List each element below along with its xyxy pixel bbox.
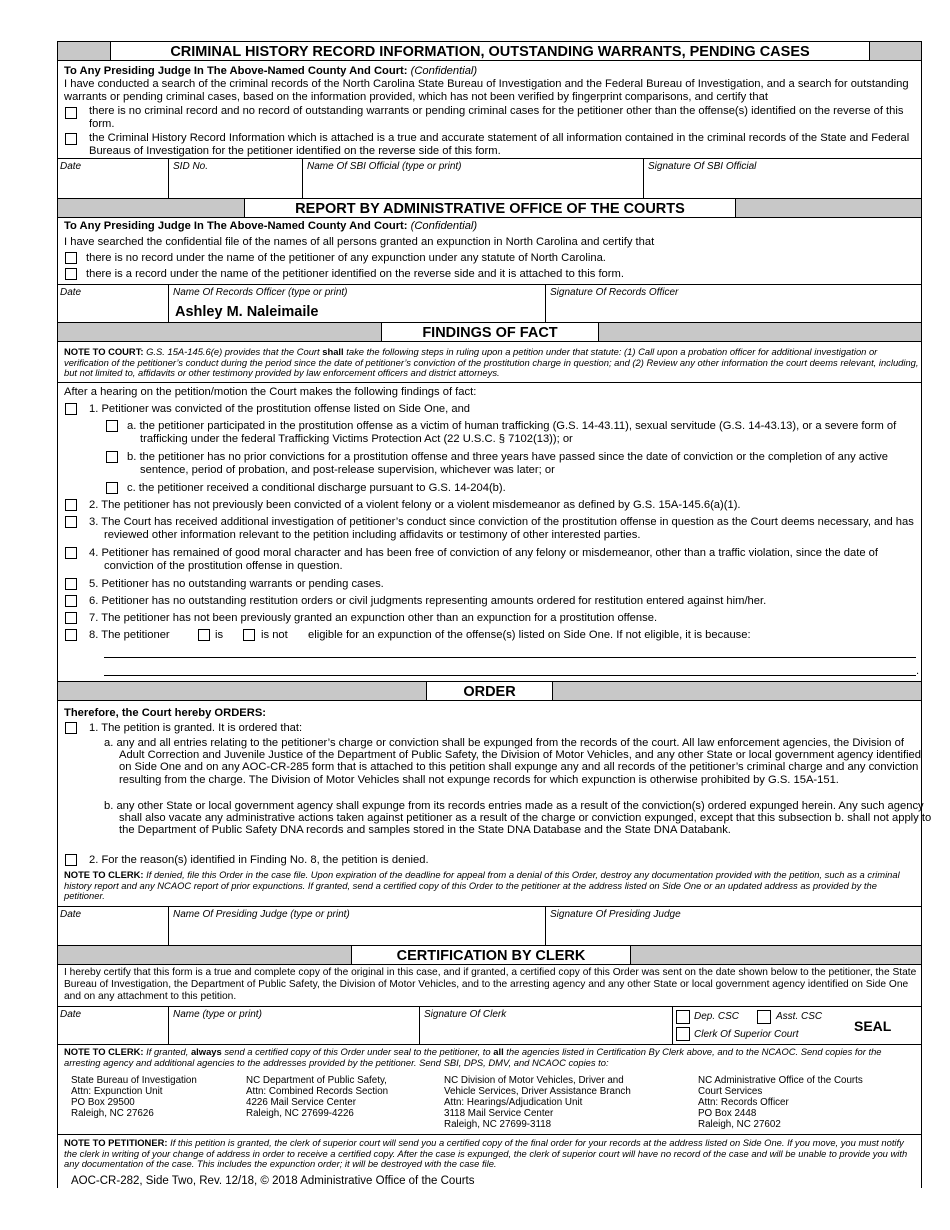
- reason-line-2[interactable]: [104, 675, 916, 676]
- asst-csc-checkbox[interactable]: [757, 1010, 771, 1024]
- divider: [57, 1134, 922, 1135]
- order-1-checkbox[interactable]: [65, 722, 77, 734]
- order-1a: a. any and all entries relating to the petitioner’s charge or conviction shall be expunged from the records of the court. All law enforcement agencies, the Division of Adult Correction and Juvenile Justice of the Department of Public Safety, the Division of Motor Vehicles, and any other State or local government agency identified on Side One and on any AOC-CR-285 form that is attached to this petition shall expunge any and all records of the petitioner’s criminal charge and any conviction resulting from the charge. The Division of Motor Vehicles shall not expunge records for which expunction is otherwise prohibited by G.S. 15A-151.: [104, 737, 922, 786]
- divider: [57, 906, 922, 907]
- divider: [57, 158, 922, 159]
- section-header-order: [57, 681, 922, 701]
- no-record-option: there is no criminal record and no record of outstanding warrants or pending criminal cases for the petitioner other than the offense(s) identified on the reverse of this form.: [89, 105, 904, 130]
- eligible-is-label: is: [215, 629, 224, 641]
- chri-attached-option: the Criminal History Record Information which is attached is a true and accurate statement of all information contained in the criminal records of the State and Federal Bureaus of Investigation for the petitioner identified on the reverse side of this form.: [89, 132, 910, 157]
- eligible-is-checkbox[interactable]: [198, 629, 210, 641]
- address-ncaoc: NC Administrative Office of the Courts Court Services Attn: Records Officer PO Box 2448 Raleigh, NC 27602: [698, 1075, 863, 1130]
- divider: [419, 1006, 420, 1044]
- finding-3: 3. The Court has received additional investigation of petitioner’s conduct since conviction of the prostitution offense in question as the Court deems necessary, and has reviewed other information relevant to the petition including affidavits or testimony of other interested parties.: [89, 516, 914, 541]
- date-label: Date: [60, 909, 82, 920]
- divider: [168, 1006, 169, 1044]
- divider: [168, 284, 169, 322]
- finding-5-checkbox[interactable]: [65, 578, 77, 590]
- divider: [302, 158, 303, 198]
- divider: [545, 906, 546, 945]
- finding-8: 8. The petitioner: [89, 629, 170, 641]
- finding-8-checkbox[interactable]: [65, 629, 77, 641]
- no-record-checkbox[interactable]: [65, 107, 77, 119]
- clerk-name-label: Name (type or print): [173, 1009, 262, 1020]
- address-dmv: NC Division of Motor Vehicles, Driver and Vehicle Services, Driver Assistance Branch Attn: Hearings/Adjudication Unit 3118 Mail Service Center Raleigh, NC 27699-3118: [444, 1075, 631, 1130]
- finding-2-checkbox[interactable]: [65, 499, 77, 511]
- date-label: Date: [60, 287, 82, 298]
- certification-text: I have conducted a search of the criminal records of the North Carolina State Bureau of Investigation and the Federal Bureau of Investigation, and a search for outstanding warrants or pending criminal cases, based on the information provided, which has not been verified by fingerprint comparisons, and certify that: [64, 78, 909, 103]
- finding-1-checkbox[interactable]: [65, 403, 77, 415]
- divider: [168, 158, 169, 198]
- clerk-superior-court-label: Clerk Of Superior Court: [694, 1029, 799, 1040]
- reason-line-1[interactable]: [104, 657, 916, 658]
- section-header-findings: [57, 322, 922, 342]
- section-title: CERTIFICATION BY CLERK: [351, 945, 631, 965]
- finding-1c: c. the petitioner received a conditional discharge pursuant to G.S. 14-204(b).: [127, 482, 506, 494]
- note-to-petitioner: NOTE TO PETITIONER: If this petition is granted, the clerk of superior court will send you a certified copy of the final order for your records at the address listed on Side One. If you move, you must notify the clerk in writing of your change of address in order to receive a certified copy. After the case is expunged, the clerk of superior court will have no record of the case and will be unable to provide you with any documentation of the case. This includes the expunction order; it will be destroyed with the case file.: [64, 1137, 908, 1169]
- section-header-aoc-report: [57, 198, 922, 218]
- addressee: To Any Presiding Judge In The Above-Named County And Court: (Confidential): [64, 220, 478, 232]
- section-title: ORDER: [426, 681, 553, 701]
- expunction-record-checkbox[interactable]: [65, 268, 77, 280]
- divider: [57, 382, 922, 383]
- divider: [643, 158, 644, 198]
- section-title: CRIMINAL HISTORY RECORD INFORMATION, OUTSTANDING WARRANTS, PENDING CASES: [110, 41, 870, 61]
- note-to-court: NOTE TO COURT: G.S. 15A-145.6(e) provides that the Court shall take the following steps in ruling upon a petition under that statute: (1) Call upon a probation officer for additional investigation or verification of the petitioner’s conduct during the period since the date of petitioner’s conviction of the prostitution charge in question; and (2) Review any other information the court deems relevant, including, but not limited to, affidavits or other testimony provided by law enforcement officers and district attorneys.: [64, 346, 919, 378]
- divider: [57, 1044, 922, 1045]
- note-to-clerk-order: NOTE TO CLERK: If denied, file this Order in the case file. Upon expiration of the deadline for appeal from a denial of this Order, destroy any documentation provided with the petition, such as a criminal history report and any NCAOC report of prior expunctions. If granted, send a certified copy of this Order to the petitioner at the address listed on Side One or an updated address as provided by the petitioner.: [64, 869, 900, 901]
- therefore: Therefore, the Court hereby ORDERS:: [64, 707, 267, 719]
- asst-csc-label: Asst. CSC: [776, 1011, 823, 1022]
- finding-1c-checkbox[interactable]: [106, 482, 118, 494]
- divider: [57, 284, 922, 285]
- address-sbi: State Bureau of Investigation Attn: Expunction Unit PO Box 29500 Raleigh, NC 27626: [71, 1075, 197, 1119]
- divider: [672, 1006, 673, 1044]
- sid-label: SID No.: [173, 161, 209, 172]
- order-2: 2. For the reason(s) identified in Finding No. 8, the petition is denied.: [89, 854, 429, 866]
- finding-6: 6. Petitioner has no outstanding restitution orders or civil judgments representing amounts ordered for restitution entered against him/her.: [89, 595, 767, 607]
- section-header-criminal-history: [57, 41, 922, 61]
- divider: [57, 1006, 922, 1007]
- no-expunction-checkbox[interactable]: [65, 252, 77, 264]
- form-identifier: AOC-CR-282, Side Two, Rev. 12/18, © 2018 Administrative Office of the Courts: [71, 1175, 475, 1187]
- section-header-certification: [57, 945, 922, 965]
- sbi-signature-label: Signature Of SBI Official: [648, 161, 757, 172]
- eligible-is-not-label: is not: [261, 629, 288, 641]
- finding-8-reason-prompt: eligible for an expunction of the offense(s) listed on Side One. If not eligible, it is because:: [308, 629, 751, 641]
- findings-intro: After a hearing on the petition/motion the Court makes the following findings of fact:: [64, 386, 477, 398]
- address-dps: NC Department of Public Safety, Attn: Combined Records Section 4226 Mail Service Center Raleigh, NC 27699-4226: [246, 1075, 389, 1119]
- chri-attached-checkbox[interactable]: [65, 133, 77, 145]
- addressee: To Any Presiding Judge In The Above-Named County And Court: (Confidential): [64, 65, 478, 77]
- finding-1a: a. the petitioner participated in the prostitution offense as a victim of human trafficking (G.S. 14-43.11), sexual servitude (G.S. 14-43.13), or a severe form of trafficking under the federal Trafficking Victims Protection Act (22 U.S.C. § 7102(13)); or: [127, 420, 897, 445]
- period-mark: .: [916, 665, 920, 677]
- records-officer-signature-label: Signature Of Records Officer: [550, 287, 679, 298]
- sbi-official-name-label: Name Of SBI Official (type or print): [307, 161, 462, 172]
- clerk-signature-label: Signature Of Clerk: [424, 1009, 507, 1020]
- finding-1b: b. the petitioner has no prior convictions for a prostitution offense and three years have passed since the date of conviction or the completion of any active sentence, period of probation, and post-release supervision, whichever was later; or: [127, 451, 888, 476]
- order-2-checkbox[interactable]: [65, 854, 77, 866]
- finding-1: 1. Petitioner was convicted of the prostitution offense listed on Side One, and: [89, 403, 471, 415]
- records-officer-name[interactable]: Ashley M. Naleimaile: [175, 304, 319, 320]
- note-to-clerk-certification: NOTE TO CLERK: If granted, always send a certified copy of this Order under seal to the petitioner, to all the agencies listed in Certification By Clerk above, and to the NCAOC. Send copies for the arresting agency and additional agencies to the addresses provided by the petitioner. Send SBI, DPS, DMV, and NCAOC copies to:: [64, 1046, 882, 1068]
- finding-6-checkbox[interactable]: [65, 595, 77, 607]
- finding-1a-checkbox[interactable]: [106, 420, 118, 432]
- order-1b: b. any other State or local government agency shall expunge from its records entries made as a result of the conviction(s) ordered expunged herein. Any such agency shall also vacate any administrative actions taken against petitioner as a result of the charge or conviction expunged, except that this subsection b. shall not apply to the Department of Public Safety DNA records and samples stored in the State DNA Database and the State DNA Databank.: [104, 800, 932, 837]
- divider: [545, 284, 546, 322]
- judge-name-label: Name Of Presiding Judge (type or print): [173, 909, 350, 920]
- finding-4-checkbox[interactable]: [65, 547, 77, 559]
- date-label: Date: [60, 161, 82, 172]
- finding-4: 4. Petitioner has remained of good moral character and has been free of conviction of any felony or misdemeanor, other than a traffic violation, since the date of conviction of the prostitution offense in question.: [89, 547, 878, 572]
- finding-2: 2. The petitioner has not previously been convicted of a violent felony or a violent misdemeanor as defined by G.S. 15A-145.6(a)(1).: [89, 499, 741, 511]
- finding-5: 5. Petitioner has no outstanding warrants or pending cases.: [89, 578, 384, 590]
- divider: [168, 906, 169, 945]
- dep-csc-label: Dep. CSC: [694, 1011, 740, 1022]
- records-officer-name-label: Name Of Records Officer (type or print): [173, 287, 348, 298]
- finding-3-checkbox[interactable]: [65, 516, 77, 528]
- order-1: 1. The petition is granted. It is ordered that:: [89, 722, 303, 734]
- clerk-superior-court-checkbox[interactable]: [676, 1027, 690, 1041]
- search-statement: I have searched the confidential file of the names of all persons granted an expunction in North Carolina and certify that: [64, 236, 655, 248]
- seal-label: SEAL: [854, 1018, 892, 1034]
- section-title: FINDINGS OF FACT: [381, 322, 599, 342]
- eligible-is-not-checkbox[interactable]: [243, 629, 255, 641]
- judge-signature-label: Signature Of Presiding Judge: [550, 909, 681, 920]
- dep-csc-checkbox[interactable]: [676, 1010, 690, 1024]
- no-expunction-option: there is no record under the name of the petitioner of any expunction under any statute of North Carolina.: [86, 252, 606, 264]
- finding-7: 7. The petitioner has not been previously granted an expunction other than an expunction for a prostitution offense.: [89, 612, 658, 624]
- finding-7-checkbox[interactable]: [65, 612, 77, 624]
- expunction-record-option: there is a record under the name of the petitioner identified on the reverse side and it is attached to this form.: [86, 268, 624, 280]
- finding-1b-checkbox[interactable]: [106, 451, 118, 463]
- section-title: REPORT BY ADMINISTRATIVE OFFICE OF THE COURTS: [244, 198, 736, 218]
- clerk-certification-text: I hereby certify that this form is a true and complete copy of the original in this case, and if granted, a certified copy of this Order was sent on the date shown below to the petitioner, the State Bureau of Investigation, the Department of Public Safety, the Division of Motor Vehicles, and to the arresting agency and any other State or local government agency identified on Side One and on any attachment to this petition.: [64, 967, 917, 1003]
- date-label: Date: [60, 1009, 82, 1020]
